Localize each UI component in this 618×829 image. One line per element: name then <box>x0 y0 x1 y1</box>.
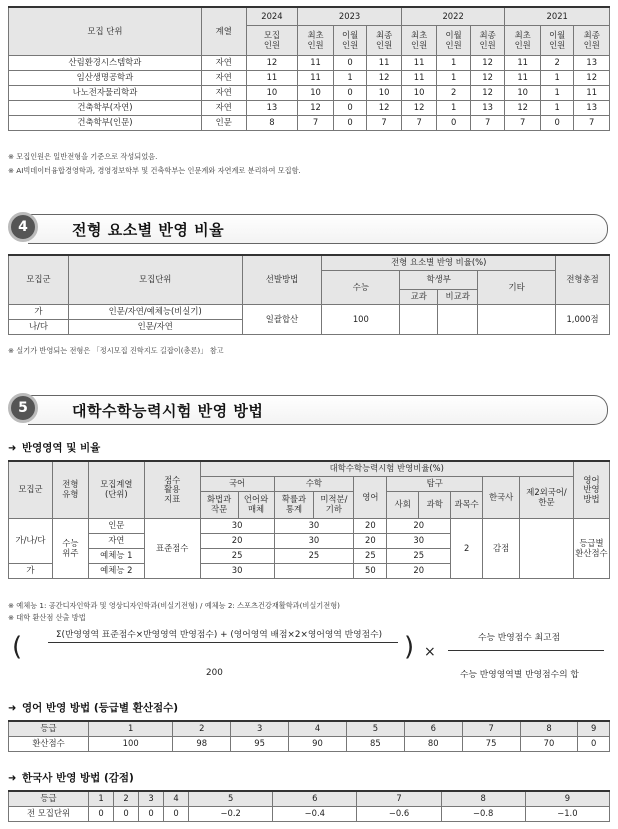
count-cell: 13 <box>574 56 610 71</box>
etc-header: 기타 <box>478 271 556 305</box>
count-cell: 11 <box>298 56 334 71</box>
count-cell: 12 <box>367 101 402 116</box>
score-ratio-table <box>8 254 610 335</box>
grade-cell: 7 <box>357 791 441 807</box>
count-cell: 10 <box>246 86 298 101</box>
formula-denominator: 200 <box>206 668 223 678</box>
count-cell: 1 <box>540 71 574 86</box>
table-row <box>9 101 610 116</box>
count-cell: 13 <box>470 101 505 116</box>
count-cell: 7 <box>470 116 505 131</box>
count-cell: 12 <box>246 56 298 71</box>
note: ※ 모집인원은 일반전형을 기준으로 작성되었음. <box>8 152 158 161</box>
korean-cell: 20 <box>200 534 274 549</box>
arrow-icon: ➜ <box>8 773 17 784</box>
count-cell: 11 <box>401 56 437 71</box>
arrow-icon: ➜ <box>8 703 17 714</box>
count-cell: 2 <box>437 86 471 101</box>
score-cell: −0.6 <box>357 807 441 822</box>
total-header: 전형총점 <box>556 255 610 305</box>
korean-cell: 25 <box>200 549 274 564</box>
track-header: 모집계열 (단위) <box>88 461 144 519</box>
korean-header: 국어 <box>200 477 274 492</box>
year-header: 2021 <box>505 7 610 26</box>
sub-header: 최초 인원 <box>505 26 541 56</box>
sub-header: 최종 인원 <box>574 26 610 56</box>
grade-cell: 9 <box>525 791 609 807</box>
unit-cell: 건축학부(자연) <box>9 101 202 116</box>
count-cell: 8 <box>246 116 298 131</box>
grade-cell: 4 <box>289 721 347 737</box>
explore-header: 탐구 <box>387 477 483 492</box>
arrow-icon: ➜ <box>8 443 17 454</box>
english-cell: 50 <box>354 564 387 579</box>
grade-cell: 1 <box>89 791 114 807</box>
grade-cell: 8 <box>441 791 525 807</box>
explore-cell: 25 <box>387 549 451 564</box>
score-formula <box>8 624 610 684</box>
count-cell: 0 <box>437 116 471 131</box>
count-cell: 0 <box>333 56 367 71</box>
unit-header: 모집 단위 <box>9 7 202 56</box>
year-header: 2022 <box>401 7 505 26</box>
sub-header: 최초 인원 <box>298 26 334 56</box>
score-index-cell: 표준점수 <box>144 519 200 579</box>
count-cell: 11 <box>505 71 541 86</box>
subject-count-cell: 2 <box>451 519 483 579</box>
count-cell: 0 <box>333 86 367 101</box>
table-row <box>9 71 610 86</box>
grade-cell: 6 <box>273 791 357 807</box>
grade-cell: 2 <box>173 721 231 737</box>
explore-sub-header: 과학 <box>419 492 451 519</box>
unit-cell: 나노전자물리학과 <box>9 86 202 101</box>
open-paren: ( <box>12 632 23 662</box>
count-cell: 10 <box>298 86 334 101</box>
count-cell: 10 <box>401 86 437 101</box>
csat-ratio-table <box>8 460 610 579</box>
count-cell: 1 <box>437 101 471 116</box>
second-language-header: 제2외국어/ 한문 <box>520 477 574 519</box>
track-cell: 자연 <box>201 86 246 101</box>
grade-cell: 3 <box>139 791 164 807</box>
count-cell: 0 <box>333 101 367 116</box>
count-cell: 1 <box>437 56 471 71</box>
formula-numerator: Σ(반영영역 표준점수×반영영역 반영점수) + (영어영역 배점×2×영어영역 반영점수) <box>56 630 383 640</box>
grade-cell: 3 <box>231 721 289 737</box>
korean-cell: 30 <box>200 519 274 534</box>
ratio-header: 대학수학능력시험 반영비율(%) <box>200 461 573 477</box>
track-cell: 자연 <box>88 534 144 549</box>
section-4-banner <box>8 214 608 242</box>
korean-sub-header: 언어와 매체 <box>238 492 274 519</box>
track-cell: 예체능 2 <box>88 564 144 579</box>
count-cell: 2 <box>540 56 574 71</box>
score-cell: 80 <box>404 737 462 752</box>
math-header: 수학 <box>274 477 354 492</box>
school-record-header: 학생부 <box>400 271 478 290</box>
history-grade-table <box>8 790 610 822</box>
count-cell: 0 <box>540 116 574 131</box>
nonsubject-header: 비교과 <box>438 290 478 305</box>
group-cell: 가 <box>9 305 69 320</box>
english-method-cell: 등급별 환산점수 <box>573 519 609 579</box>
track-cell: 인문 <box>88 519 144 534</box>
score-cell: −1.0 <box>525 807 609 822</box>
unit-cell: 산림환경시스템학과 <box>9 56 202 71</box>
score-cell: 98 <box>173 737 231 752</box>
score-cell: 85 <box>346 737 404 752</box>
math-cell: 30 <box>274 519 354 534</box>
math-sub-header: 확률과 통계 <box>274 492 314 519</box>
method-header: 선발방법 <box>242 255 322 305</box>
score-cell: 0 <box>139 807 164 822</box>
explore-cell: 20 <box>387 519 451 534</box>
grade-cell: 5 <box>346 721 404 737</box>
year-header: 2024 <box>246 7 298 26</box>
english-cell: 20 <box>354 534 387 549</box>
score-cell: 0 <box>114 807 139 822</box>
unit-cell: 임산생명공학과 <box>9 71 202 86</box>
csat-cell: 100 <box>322 305 400 335</box>
grade-cell: 2 <box>114 791 139 807</box>
explore-cell: 30 <box>387 534 451 549</box>
score-label: 환산점수 <box>9 737 89 752</box>
count-cell: 12 <box>470 71 505 86</box>
grade-cell: 9 <box>578 721 610 737</box>
score-cell: 0 <box>164 807 189 822</box>
count-cell: 7 <box>367 116 402 131</box>
formula-right-denominator: 수능 반영영역별 반영점수의 합 <box>460 670 579 680</box>
count-cell: 12 <box>470 56 505 71</box>
explore-sub-header: 과목수 <box>451 492 483 519</box>
unit-cell: 인문/자연/예체능(비실기) <box>68 305 242 320</box>
count-cell: 7 <box>298 116 334 131</box>
score-cell: 75 <box>462 737 520 752</box>
year-header: 2023 <box>298 7 402 26</box>
math-sub-header: 미적분/ 기하 <box>314 492 354 519</box>
count-cell: 12 <box>401 101 437 116</box>
count-cell: 12 <box>367 71 402 86</box>
formula-right-numerator: 수능 반영점수 최고점 <box>478 633 561 643</box>
sub-header: 최초 인원 <box>401 26 437 56</box>
count-cell: 11 <box>246 71 298 86</box>
subheading: ➜ 반영영역 및 비율 <box>8 442 101 454</box>
english-method-header: 영어 반영 방법 <box>573 461 609 519</box>
count-cell: 1 <box>540 86 574 101</box>
grade-cell: 1 <box>89 721 173 737</box>
count-cell: 10 <box>505 86 541 101</box>
count-cell: 13 <box>246 101 298 116</box>
table-row <box>9 56 610 71</box>
count-cell: 7 <box>401 116 437 131</box>
sub-header: 최종 인원 <box>470 26 505 56</box>
history-cell: 감점 <box>483 519 520 579</box>
grade-label: 등급 <box>9 721 89 737</box>
english-header: 영어 <box>354 477 387 519</box>
track-cell: 자연 <box>201 56 246 71</box>
unit-header: 모집단위 <box>68 255 242 305</box>
group-header: 모집군 <box>9 461 53 519</box>
section-title: 대학수학능력시험 반영 방법 <box>72 402 264 420</box>
score-cell: −0.4 <box>273 807 357 822</box>
count-cell: 11 <box>401 71 437 86</box>
score-cell: 95 <box>231 737 289 752</box>
score-cell: −0.2 <box>189 807 273 822</box>
type-cell: 수능 위주 <box>52 519 88 579</box>
score-cell: 70 <box>520 737 578 752</box>
group-cell: 가/나/다 <box>9 519 53 564</box>
grade-cell: 8 <box>520 721 578 737</box>
close-paren: ) <box>404 632 415 662</box>
section-number: 4 <box>8 212 38 242</box>
count-cell: 10 <box>367 86 402 101</box>
korean-sub-header: 화법과 작문 <box>200 492 238 519</box>
ratio-header: 전형 요소별 반영 비율(%) <box>322 255 556 271</box>
table-row <box>9 86 610 101</box>
score-cell: 90 <box>289 737 347 752</box>
grade-cell: 6 <box>404 721 462 737</box>
note: ※ 실기가 반영되는 전형은 「정시모집 진학지도 길잡이(총론)」 참고 <box>8 346 224 355</box>
type-header: 전형 유형 <box>52 461 88 519</box>
track-cell: 자연 <box>201 101 246 116</box>
admission-history-table <box>8 6 610 131</box>
count-cell: 12 <box>574 71 610 86</box>
explore-cell: 20 <box>387 564 451 579</box>
section-number: 5 <box>8 393 38 423</box>
count-cell: 1 <box>437 71 471 86</box>
score-cell: −0.8 <box>441 807 525 822</box>
grade-label: 등급 <box>9 791 89 807</box>
count-cell: 12 <box>505 101 541 116</box>
unit-cell: 인문/자연 <box>68 320 242 335</box>
history-header: 한국사 <box>483 477 520 519</box>
sub-header: 최종 인원 <box>367 26 402 56</box>
section-5-banner <box>8 395 608 423</box>
count-cell: 1 <box>540 101 574 116</box>
score-cell: 100 <box>89 737 173 752</box>
english-cell: 20 <box>354 519 387 534</box>
table-row <box>9 116 610 131</box>
count-cell: 7 <box>505 116 541 131</box>
grade-cell: 7 <box>462 721 520 737</box>
track-cell: 인문 <box>201 116 246 131</box>
count-cell: 11 <box>367 56 402 71</box>
section-title: 전형 요소별 반영 비율 <box>72 221 225 239</box>
note: ※ AI빅데이터융합경영학과, 경영정보학부 및 건축학부는 인문계와 자연계로 분리하여 모집함. <box>8 166 301 175</box>
track-cell: 자연 <box>201 71 246 86</box>
count-cell: 1 <box>333 71 367 86</box>
count-cell: 12 <box>470 86 505 101</box>
score-label: 전 모집단위 <box>9 807 89 822</box>
english-cell: 25 <box>354 549 387 564</box>
subject-header: 교과 <box>400 290 438 305</box>
count-cell: 11 <box>298 71 334 86</box>
math-cell: 25 <box>274 549 354 564</box>
sub-header: 이월 인원 <box>333 26 367 56</box>
count-cell: 12 <box>298 101 334 116</box>
math-cell <box>274 564 354 579</box>
method-cell: 일괄합산 <box>242 305 322 335</box>
sub-header: 이월 인원 <box>540 26 574 56</box>
unit-cell: 건축학부(인문) <box>9 116 202 131</box>
note: ※ 대학 환산점 산출 방법 <box>8 613 86 622</box>
count-cell: 7 <box>574 116 610 131</box>
subheading: ➜ 한국사 반영 방법 (감점) <box>8 772 134 784</box>
group-cell: 나/다 <box>9 320 69 335</box>
count-cell: 0 <box>333 116 367 131</box>
track-cell: 예체능 1 <box>88 549 144 564</box>
grade-cell: 4 <box>164 791 189 807</box>
note: ※ 예체능 1: 공간디자인학과 및 영상디자인학과(비실기전형) / 예체능 2: 스포츠건강재활학과(비실기전형) <box>8 601 340 610</box>
sub-header: 이월 인원 <box>437 26 471 56</box>
group-header: 모집군 <box>9 255 69 305</box>
score-index-header: 점수 활용 지표 <box>144 461 200 519</box>
korean-cell: 30 <box>200 564 274 579</box>
explore-sub-header: 사회 <box>387 492 419 519</box>
grade-cell: 5 <box>189 791 273 807</box>
math-cell: 30 <box>274 534 354 549</box>
group-cell: 가 <box>9 564 53 579</box>
subheading: ➜ 영어 반영 방법 (등급별 환산점수) <box>8 702 179 714</box>
count-cell: 11 <box>505 56 541 71</box>
csat-header: 수능 <box>322 271 400 305</box>
score-cell: 0 <box>578 737 610 752</box>
count-cell: 11 <box>574 86 610 101</box>
english-grade-table <box>8 720 610 752</box>
count-cell: 13 <box>574 101 610 116</box>
total-cell: 1,000점 <box>556 305 610 335</box>
track-header: 계열 <box>201 7 246 56</box>
times-sign: × <box>424 644 436 660</box>
sub-header: 모집 인원 <box>246 26 298 56</box>
score-cell: 0 <box>89 807 114 822</box>
